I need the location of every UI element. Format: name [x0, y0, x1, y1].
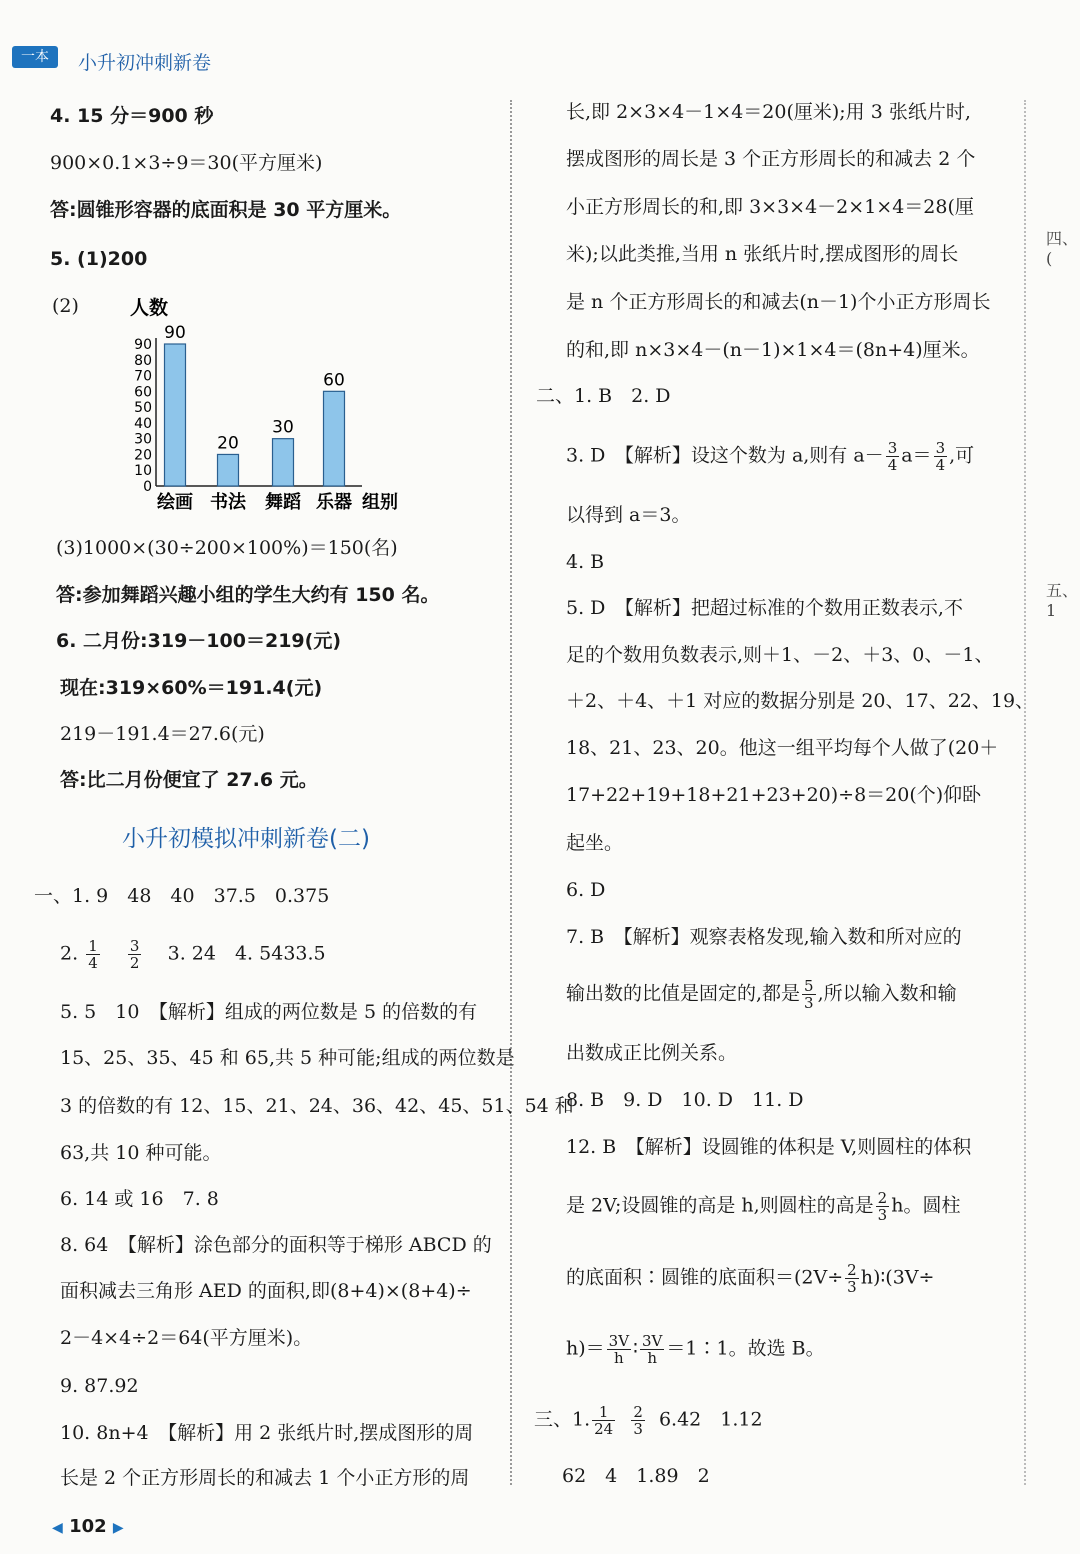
y-tick-label: 70: [134, 368, 152, 385]
part2-q12-d: h)＝ $\frac{3V}{h}$ ∶ $\frac{3V}{h}$ ＝1∶1。故选 B。: [566, 1332, 825, 1367]
column-divider: [510, 100, 512, 1485]
section-title: 小升初模拟冲刺新卷(二): [122, 826, 370, 852]
bar: [273, 439, 294, 486]
part1-q5-d: 63,共 10 种可能。: [60, 1142, 222, 1164]
part1-q5-a: 5. 5 10 【解析】组成的两位数是 5 的倍数的有: [60, 1001, 478, 1023]
part2-q7-a: 7. B 【解析】观察表格发现,输入数和所对应的: [566, 926, 962, 948]
series-title: 小升初冲刺新卷: [78, 52, 212, 74]
answer-5-2-label: (2): [52, 295, 79, 317]
bar-chart: [100, 290, 420, 522]
y-tick-label: 0: [143, 479, 152, 495]
part1-q8-b: 面积减去三角形 AED 的面积,即(8+4)×(8+4)÷: [60, 1280, 472, 1302]
y-tick-label: 10: [134, 463, 152, 480]
part2-q5-f: 起坐。: [566, 832, 624, 854]
bar: [218, 454, 239, 486]
page-number: ◀ 102 ▶: [52, 1516, 124, 1537]
answer-4-calc: 900×0.1×3÷9＝30(平方厘米): [50, 152, 323, 174]
answer-6-feb: 6. 二月份:319－100＝219(元): [56, 630, 342, 652]
answer-6-result: 答:比二月份便宜了 27.6 元。: [60, 769, 318, 791]
part2-q12-a: 12. B 【解析】设圆锥的体积是 V,则圆柱的体积: [566, 1136, 972, 1158]
right-line-4: 米);以此类推,当用 n 张纸片时,摆成图形的周长: [566, 243, 959, 265]
fraction: $\frac{3V}{h}$: [642, 1332, 663, 1367]
fraction: $\frac{3}{4}$: [935, 439, 946, 474]
right-line-3: 小正方形周长的和,即 3×3×4－2×1×4＝28(厘: [566, 196, 974, 218]
right-line-2: 摆成图形的周长是 3 个正方形周长的和减去 2 个: [566, 148, 976, 170]
part1-q5-b: 15、25、35、45 和 65,共 5 种可能;组成的两位数是: [60, 1047, 515, 1069]
y-tick-label: 40: [134, 415, 152, 432]
part3-q1: 三、1. $\frac{1}{24}$ $\frac{2}{3}$ 6.42 1.12: [534, 1403, 763, 1438]
category-label: 书法: [210, 492, 246, 513]
column-divider-right: [1024, 100, 1026, 1485]
answer-4-result: 答:圆锥形容器的底面积是 30 平方厘米。: [50, 199, 402, 221]
edge-fragment-4: 四、(: [1046, 229, 1079, 268]
part1-q5-c: 3 的倍数的有 12、15、21、24、36、42、45、51、54 和: [60, 1095, 574, 1117]
brand-logo: 一本: [12, 46, 58, 68]
part2-q5-a: 5. D 【解析】把超过标准的个数用正数表示,不: [566, 597, 963, 619]
category-label: 绘画: [157, 492, 193, 513]
fraction: $\frac{1}{24}$: [594, 1403, 614, 1438]
part2-q5-d: 18、21、23、20。他这一组平均每个人做了(20＋: [566, 737, 999, 759]
fraction: $\frac{2}{3}$: [847, 1261, 857, 1296]
chart-ylabel: 人数: [130, 297, 169, 319]
part2-q12-b: 是 2V;设圆锥的高是 h,则圆柱的高是 $\frac{2}{3}$ h。圆柱: [566, 1189, 961, 1224]
answer-4: 4. 15 分＝900 秒: [50, 105, 214, 127]
y-tick-label: 30: [134, 431, 152, 448]
bar-value-label: 60: [323, 370, 345, 391]
answer-5-3-result: 答:参加舞蹈兴趣小组的学生大约有 150 名。: [56, 584, 440, 606]
bar: [165, 344, 186, 486]
part1-q8-a: 8. 64 【解析】涂色部分的面积等于梯形 ABCD 的: [60, 1234, 492, 1256]
part2-q7-b: 输出数的比值是固定的,都是 $\frac{5}{3}$ ,所以输入数和输: [566, 977, 957, 1012]
part2-q8-11: 8. B 9. D 10. D 11. D: [566, 1089, 804, 1111]
part1-q2-4: 2. $\frac{1}{4}$ $\frac{3}{2}$ 3. 24 4. 5433.5: [60, 937, 326, 972]
part2-q3: 3. D 【解析】设这个数为 a,则有 a－ $\frac{3}{4}$ a＝ $\frac{3}{4}$ ,可: [566, 439, 975, 474]
right-line-6: 的和,即 n×3×4－(n－1)×1×4＝(8n+4)厘米。: [566, 339, 980, 361]
part1-q9: 9. 87.92: [60, 1375, 139, 1397]
next-arrow-icon: ▶: [112, 1520, 124, 1536]
right-line-5: 是 n 个正方形周长的和减去(n－1)个小正方形周长: [566, 291, 991, 313]
category-label: 乐器: [316, 492, 352, 513]
right-line-1: 长,即 2×3×4－1×4＝20(厘米);用 3 张纸片时,: [566, 101, 971, 123]
bar: [324, 391, 345, 486]
y-tick-label: 80: [134, 352, 152, 369]
part2-q5-b: 足的个数用负数表示,则＋1、－2、＋3、0、－1、: [566, 644, 994, 666]
fraction: $\frac{3}{2}$: [129, 937, 140, 972]
part1-q1: 一、1. 9 48 40 37.5 0.375: [34, 885, 330, 907]
part1-q10-b: 长是 2 个正方形周长的和减去 1 个小正方形的周: [60, 1467, 470, 1489]
y-tick-label: 90: [134, 337, 152, 353]
edge-fragment-5: 五、1: [1046, 581, 1079, 620]
part2-q4: 4. B: [566, 551, 605, 573]
answer-6-now: 现在:319×60%＝191.4(元): [60, 677, 323, 699]
y-tick-label: 20: [134, 447, 152, 464]
answer-5-3: (3)1000×(30÷200×100%)＝150(名): [56, 537, 398, 559]
prev-arrow-icon: ◀: [52, 1520, 63, 1536]
y-tick-label: 60: [134, 384, 152, 401]
fraction: $\frac{1}{4}$: [88, 937, 98, 972]
bar-value-label: 90: [164, 323, 186, 343]
category-label: 舞蹈: [265, 492, 301, 513]
part1-q10-a: 10. 8n+4 【解析】用 2 张纸片时,摆成图形的周: [60, 1422, 474, 1444]
answer-6-diff: 219－191.4＝27.6(元): [60, 723, 265, 745]
part1-q6-7: 6. 14 或 16 7. 8: [60, 1188, 219, 1210]
part2-q3-b: 以得到 a＝3。: [566, 504, 691, 526]
part2-q5-c: ＋2、＋4、＋1 对应的数据分别是 20、17、22、19、: [566, 690, 1035, 712]
part2-q7-c: 出数成正比例关系。: [566, 1042, 738, 1064]
y-tick-label: 50: [134, 400, 152, 417]
part2-q5-e: 17+22+19+18+21+23+20)÷8＝20(个)仰卧: [566, 784, 982, 806]
part2-q12-c: 的底面积∶圆锥的底面积＝(2V÷ $\frac{2}{3}$ h)∶(3V÷: [566, 1261, 935, 1296]
bar-value-label: 30: [272, 417, 294, 438]
fraction: $\frac{5}{3}$: [804, 977, 814, 1012]
fraction: $\frac{3V}{h}$: [608, 1332, 630, 1367]
bar-value-label: 20: [217, 433, 239, 454]
part2-q6: 6. D: [566, 879, 606, 901]
chart-xlabel: 组别: [362, 492, 398, 513]
answer-5-1: 5. (1)200: [50, 248, 148, 270]
fraction: $\frac{2}{3}$: [877, 1189, 888, 1224]
fraction: $\frac{3}{4}$: [887, 439, 898, 474]
part1-q8-c: 2－4×4÷2＝64(平方厘米)。: [60, 1327, 313, 1349]
part2-q1-2: 二、1. B 2. D: [536, 385, 671, 407]
part3-q1-b: 62 4 1.89 2: [562, 1465, 710, 1487]
fraction: $\frac{2}{3}$: [633, 1403, 643, 1438]
